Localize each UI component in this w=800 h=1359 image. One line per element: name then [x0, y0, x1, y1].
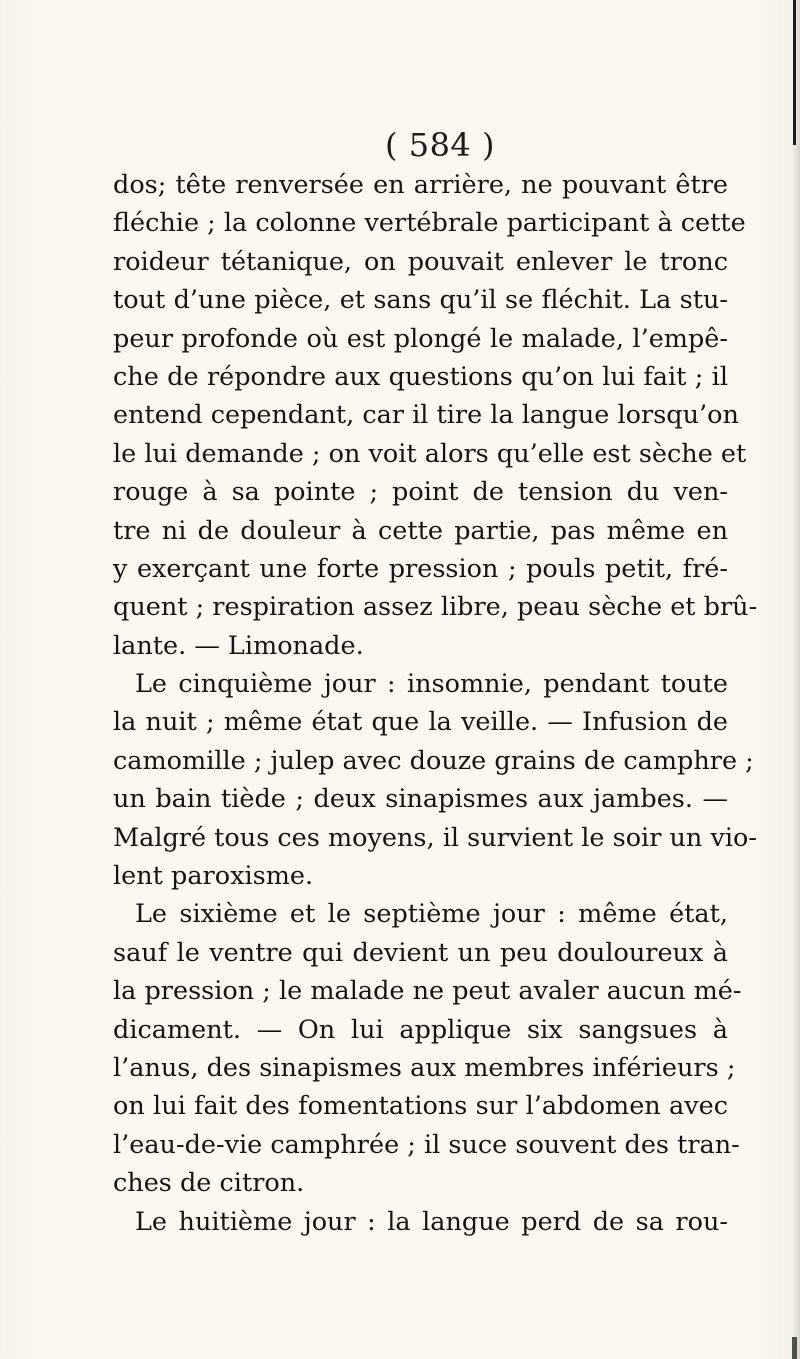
text-line: l’anus, des sinapismes aux membres inférieurs ; [113, 1052, 736, 1083]
text-line: quent ; respiration assez libre, peau sèche et brû- [113, 592, 758, 623]
text-line: sauf le ventre qui devient un peu douloureux à [113, 937, 728, 968]
text-line: lante. — Limonade. [113, 630, 364, 661]
text-line: ches de citron. [113, 1168, 305, 1199]
text-line: la nuit ; même état que la veille. — Infusion de [113, 707, 728, 738]
page-edge-mark-top [793, 0, 796, 145]
text-line: peur profonde où est plongé le malade, l’empê- [113, 323, 728, 354]
text-line: Le sixième et le septième jour : même état, [135, 899, 728, 930]
page-edge-mark-bottom [792, 1337, 797, 1359]
text-line: tout d’une pièce, et sans qu’il se fléchit. La stu- [113, 285, 728, 316]
text-line: y exerçant une forte pression ; pouls petit, fré- [113, 553, 728, 584]
text-line: entend cependant, car il tire la langue lorsqu’on [113, 400, 739, 431]
text-line: Le cinquième jour : insomnie, pendant toute [135, 669, 728, 700]
text-line: Le huitième jour : la langue perd de sa rou- [135, 1206, 728, 1237]
text-line: Malgré tous ces moyens, il survient le soir un vio- [113, 822, 757, 853]
text-line: lent paroxisme. [113, 861, 314, 892]
text-line: la pression ; le malade ne peut avaler aucun mé- [113, 976, 742, 1007]
text-line: un bain tiède ; deux sinapismes aux jambes. — [113, 784, 728, 815]
text-line: l’eau-de-vie camphrée ; il suce souvent des tran- [113, 1129, 740, 1160]
page-edge-shadow [792, 0, 800, 1359]
text-line: fléchie ; la colonne vertébrale participant à cette [113, 208, 746, 239]
text-line: che de répondre aux questions qu’on lui fait ; il [113, 361, 728, 392]
text-line: dicament. — On lui applique six sangsues à [113, 1014, 728, 1045]
text-line: rouge à sa pointe ; point de tension du ven- [113, 477, 728, 508]
page-number: ( 584 ) [385, 126, 495, 164]
text-line: on lui fait des fomentations sur l’abdomen avec [113, 1091, 728, 1122]
text-line: camomille ; julep avec douze grains de camphre ; [113, 745, 754, 776]
text-line: dos; tête renversée en arrière, ne pouvant être [113, 170, 728, 200]
text-line: tre ni de douleur à cette partie, pas même en [113, 515, 728, 546]
text-line: roideur tétanique, on pouvait enlever le tronc [113, 246, 728, 277]
body-text [113, 166, 758, 1241]
text-line: le lui demande ; on voit alors qu’elle est sèche et [113, 438, 747, 469]
